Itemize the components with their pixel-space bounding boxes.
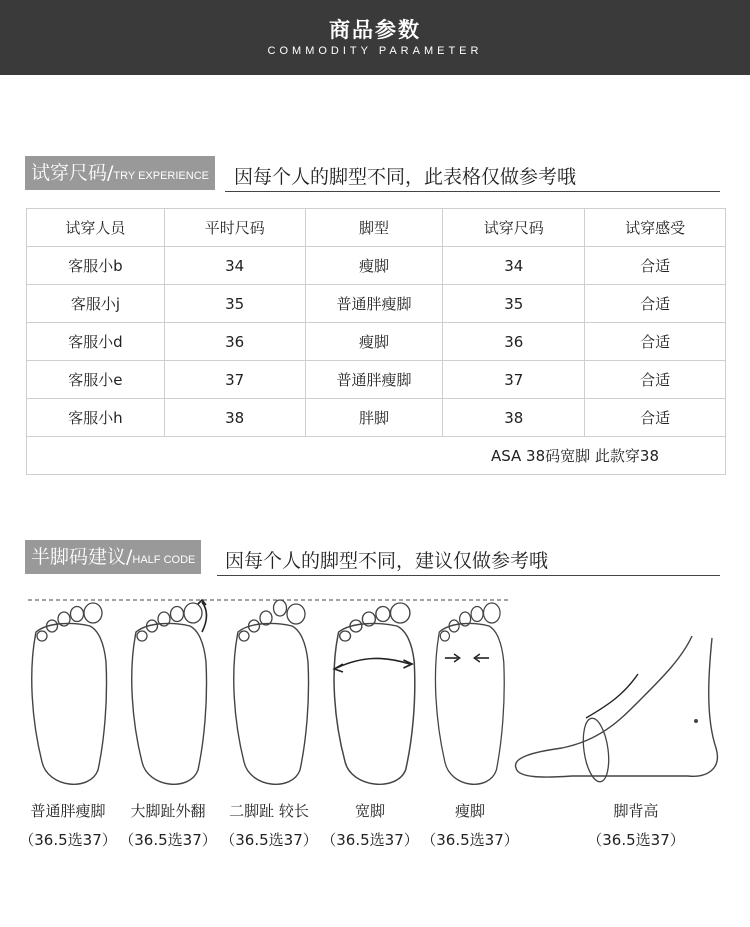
table-cell: 瘦脚	[305, 323, 443, 361]
table-cell: 35	[164, 285, 305, 323]
table-cell: 普通胖瘦脚	[305, 285, 443, 323]
foot-bunion-icon	[132, 600, 207, 784]
foot-normal-icon	[32, 603, 107, 784]
table-header-cell: 脚型	[305, 209, 443, 247]
try-section-rule	[225, 191, 720, 192]
try-section-note: 因每个人的脚型不同，此表格仅做参考哦	[234, 166, 577, 188]
table-row	[27, 323, 726, 361]
table-row	[27, 399, 726, 437]
foot-label-normal	[18, 800, 118, 850]
half-section-header	[25, 540, 720, 576]
table-header-cell: 平时尺码	[164, 209, 305, 247]
half-section-note: 因每个人的脚型不同，建议仅做参考哦	[225, 550, 549, 572]
foot-suggestion: （36.5选37）	[587, 831, 685, 849]
table-cell: 合适	[585, 247, 726, 285]
table-cell: 客服小e	[27, 361, 165, 399]
foot-suggestion: （36.5选37）	[220, 831, 318, 849]
try-tag-title: 试穿尺码/	[31, 162, 114, 184]
table-cell: 36	[443, 323, 585, 361]
table-cell: 客服小j	[27, 285, 165, 323]
foot-label-high-instep	[586, 800, 686, 850]
half-tag-title: 半脚码建议/	[31, 546, 133, 568]
table-cell: 胖脚	[305, 399, 443, 437]
foot-suggestion: （36.5选37）	[321, 831, 419, 849]
page-subtitle: COMMODITY PARAMETER	[267, 45, 483, 57]
foot-name: 二脚趾 较长	[229, 802, 309, 820]
foot-name: 瘦脚	[454, 802, 485, 820]
foot-suggestion: （36.5选37）	[119, 831, 217, 849]
table-cell: 瘦脚	[305, 247, 443, 285]
foot-name: 宽脚	[354, 802, 385, 820]
try-tag-subtitle: TRY EXPERIENCE	[113, 170, 209, 182]
foot-long-second-toe-icon	[234, 600, 309, 784]
table-row	[27, 247, 726, 285]
foot-label-bunion	[118, 800, 218, 850]
table-cell: 客服小h	[27, 399, 165, 437]
table-cell: 客服小d	[27, 323, 165, 361]
table-row	[27, 361, 726, 399]
foot-label-wide	[320, 800, 420, 850]
table-footer-note: ASA 38码宽脚 此款穿38	[27, 437, 726, 475]
foot-name: 普通胖瘦脚	[30, 802, 106, 820]
table-cell: 37	[164, 361, 305, 399]
header-banner	[0, 0, 750, 75]
foot-wide-icon	[334, 603, 415, 784]
try-section-tag	[25, 156, 215, 190]
foot-narrow-icon	[435, 603, 504, 784]
foot-label-narrow	[420, 800, 520, 850]
table-cell: 37	[443, 361, 585, 399]
table-row	[27, 285, 726, 323]
foot-suggestion: （36.5选37）	[421, 831, 519, 849]
table-cell: 38	[164, 399, 305, 437]
foot-name: 脚背高	[613, 802, 659, 820]
table-cell: 合适	[585, 399, 726, 437]
table-cell: 34	[164, 247, 305, 285]
table-cell: 38	[443, 399, 585, 437]
table-cell: 合适	[585, 323, 726, 361]
table-header-cell: 试穿感受	[585, 209, 726, 247]
table-header-cell: 试穿尺码	[443, 209, 585, 247]
table-cell: 34	[443, 247, 585, 285]
table-footer-row	[27, 437, 726, 475]
foot-label-long-second-toe	[219, 800, 319, 850]
table-cell: 合适	[585, 361, 726, 399]
half-section-tag	[25, 540, 201, 574]
table-cell: 36	[164, 323, 305, 361]
half-tag-subtitle: HALF CODE	[132, 554, 196, 566]
foot-high-instep-icon	[515, 636, 717, 783]
foot-suggestion: （36.5选37）	[19, 831, 117, 849]
table-cell: 普通胖瘦脚	[305, 361, 443, 399]
table-cell: 客服小b	[27, 247, 165, 285]
foot-illustrations	[0, 588, 750, 798]
table-cell: 35	[443, 285, 585, 323]
table-cell: 合适	[585, 285, 726, 323]
half-section-rule	[217, 575, 720, 576]
page-title: 商品参数	[329, 18, 421, 42]
table-header-cell: 试穿人员	[27, 209, 165, 247]
table-header-row	[27, 209, 726, 247]
try-section-header	[25, 156, 720, 192]
try-size-table	[26, 208, 726, 475]
foot-name: 大脚趾外翻	[130, 802, 206, 820]
